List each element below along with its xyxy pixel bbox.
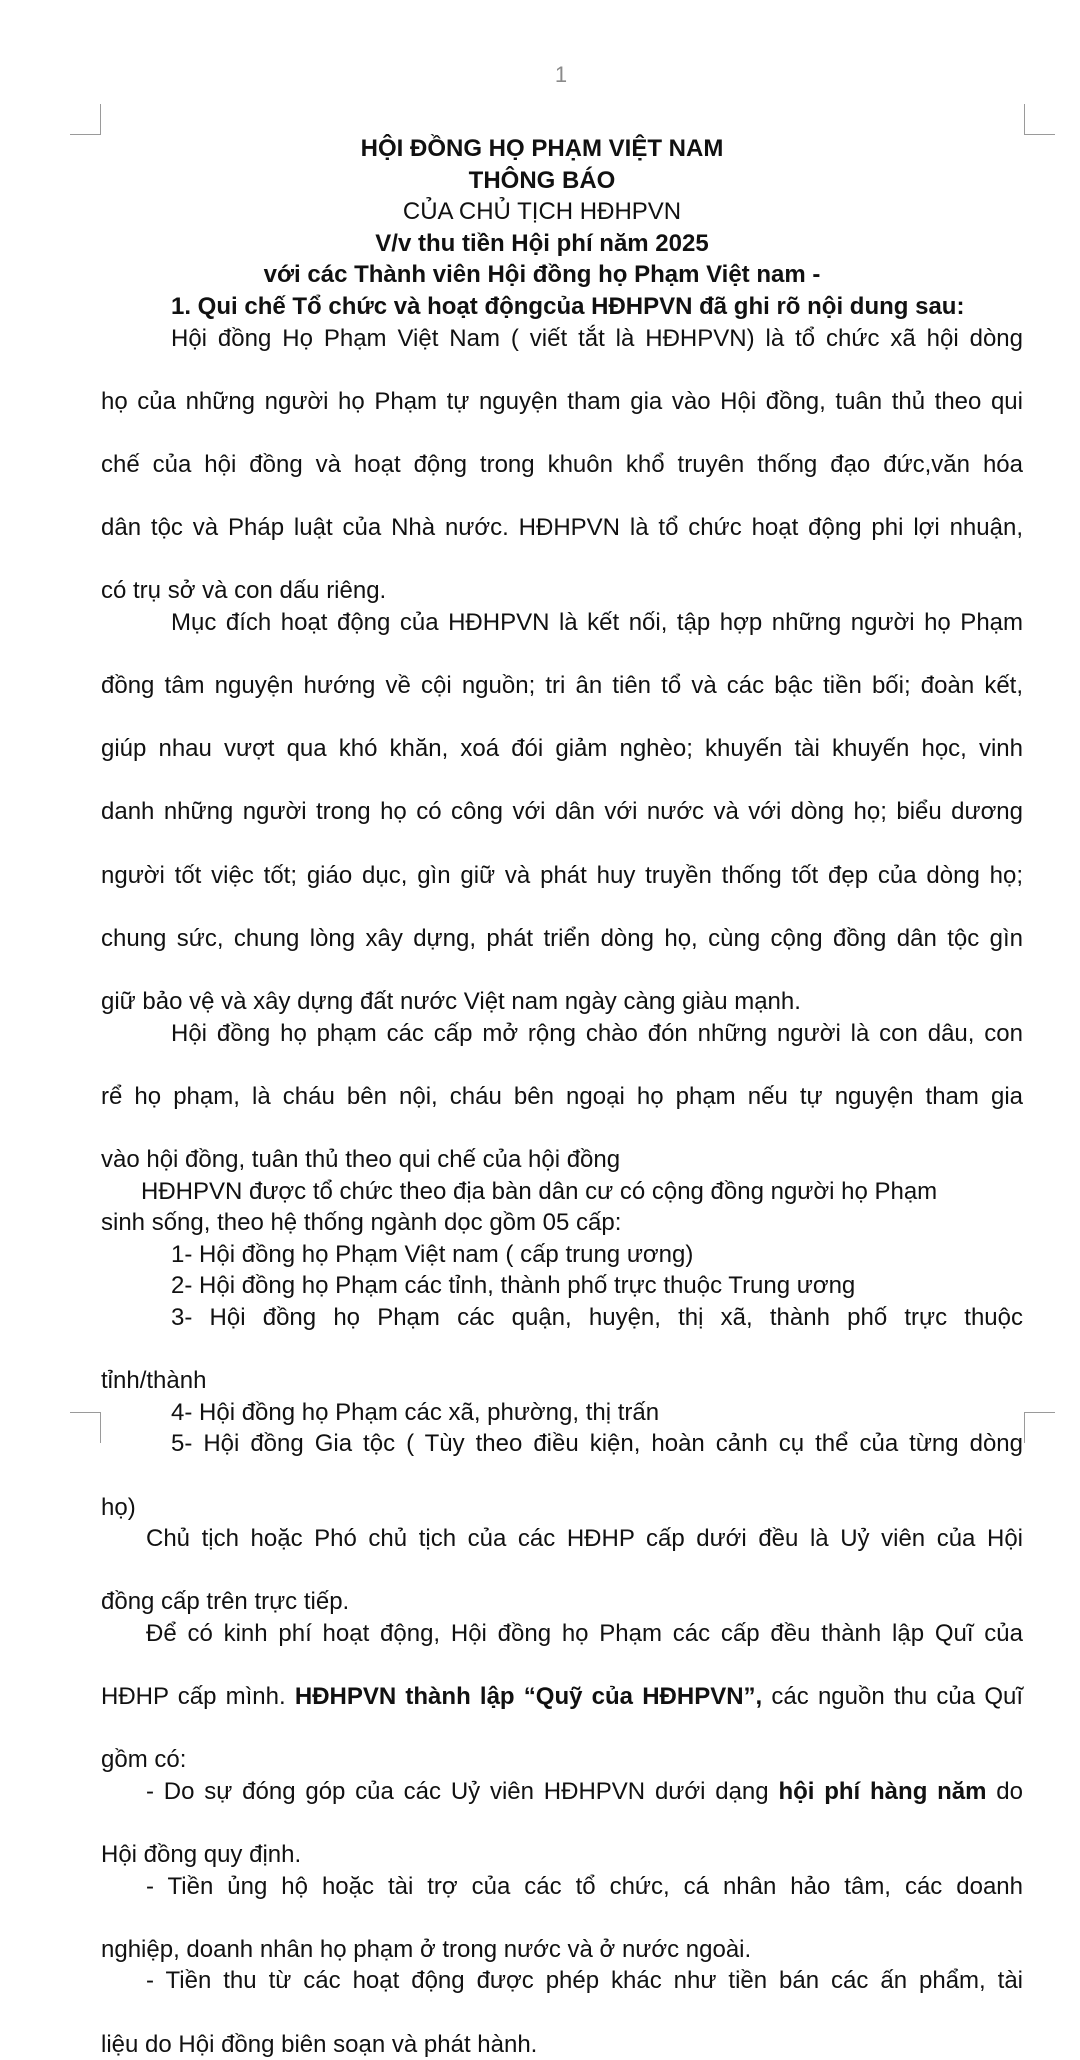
list-item: 2- Hội đồng họ Phạm các tỉnh, thành phố trực thuộc Trung ương [171,1272,856,1300]
text-run-bold: hội phí hàng năm [778,1777,987,1805]
list-item: 3- Hội đồng họ Phạm các quận, huyện, thị xã, thành phố trực thuộc [171,1303,1023,1331]
paragraph-line: Hội đồng Họ Phạm Việt Nam ( viết tắt là HĐHPVN) là tổ chức xã hội dòng [171,324,1023,352]
paragraph-line: Mục đích hoạt động của HĐHPVN là kết nối, tập hợp những người họ Phạm [171,608,1023,636]
crop-mark-bottom-left [70,1412,101,1443]
text-run: - Do sự đóng góp của các Uỷ viên HĐHPVN dưới dạng [146,1777,779,1805]
text-run: HĐHP cấp mình. [101,1683,295,1711]
page-number: 1 [554,62,568,87]
document-body [101,133,1023,2060]
paragraph-line: HĐHPVN được tổ chức theo địa bàn dân cư có cộng đồng người họ Phạm [141,1177,938,1205]
paragraph-line: dân tộc và Pháp luật của Nhà nước. HĐHPVN là tổ chức hoạt động phi lợi nhuận, [101,514,1023,542]
paragraph-organization [101,1176,1023,1239]
paragraph-line: Chủ tịch hoặc Phó chủ tịch của các HĐHP cấp dưới đều là Uỷ viên của Hội [146,1525,1023,1553]
header-org: HỘI ĐỒNG HỌ PHẠM VIỆT NAM [360,135,724,162]
paragraph-line: nghiệp, doanh nhân họ phạm ở trong nước và ở nước ngoài. [101,1935,752,1963]
section-heading: 1. Qui chế Tổ chức và hoạt độngcủa HĐHPVN đã ghi rõ nội dung sau: [171,292,965,320]
paragraph-line: giúp nhau vượt qua khó khăn, xoá đói giảm nghèo; khuyến tài khuyến học, vinh [101,735,1023,763]
list-item-continuation: tỉnh/thành [101,1367,207,1395]
list-item: 1- Hội đồng họ Phạm Việt nam ( cấp trung ương) [171,1240,694,1268]
list-item-continuation: họ) [101,1493,136,1521]
paragraph-line [101,1681,1023,1744]
paragraph-line: đồng cấp trên trực tiếp. [101,1588,350,1616]
paragraph-line: danh những người trong họ có công với dân với nước và với dòng họ; biểu dương [101,798,1023,826]
paragraph-line: Để có kinh phí hoạt động, Hội đồng họ Phạm các cấp đều thành lập Quĩ của [146,1619,1023,1647]
paragraph-line: - Tiền ủng hộ hoặc tài trợ của các tổ chức, cá nhân hảo tâm, các doanh [146,1872,1023,1900]
header-doc-type: THÔNG BÁO [468,166,616,194]
paragraph-line: Hội đồng quy định. [101,1841,302,1869]
fund-source-other [101,1965,1023,2060]
list-item: 4- Hội đồng họ Phạm các xã, phường, thị trấn [171,1398,660,1426]
text-run-bold: HĐHPVN thành lập “Quỹ của HĐHPVN”, [294,1683,763,1711]
text-run: các nguồn thu của Quĩ [762,1683,1024,1711]
text-run: do [986,1777,1023,1805]
paragraph-fund [101,1618,1023,1776]
fund-source-donations [101,1871,1023,1966]
paragraph-line [101,1776,1023,1839]
paragraph-definition [101,323,1023,607]
header-audience: với các Thành viên Hội đồng họ Phạm Việt nam - [263,261,821,289]
paragraph-membership [101,1018,1023,1176]
crop-mark-top-right [1024,104,1055,135]
paragraph-line: - Tiền thu từ các hoạt động được phép khác như tiền bán các ấn phẩm, tài [146,1967,1023,1995]
fund-source-membership-fee [101,1776,1023,1871]
paragraph-line: chế của hội đồng và hoạt động trong khuôn khổ truyên thống đạo đức,văn hóa [101,450,1023,478]
list-item: 5- Hội đồng Gia tộc ( Tùy theo điều kiện, hoàn cảnh cụ thể của từng dòng [171,1430,1023,1458]
paragraph-line: họ của những người họ Phạm tự nguyện tham gia vào Hội đồng, tuân thủ theo qui [101,387,1023,415]
header-issuer: CỦA CHỦ TỊCH HĐHPVN [402,198,682,226]
paragraph-chairman [101,1523,1023,1618]
paragraph-line: rể họ phạm, là cháu bên nội, cháu bên ngoại họ phạm nếu tự nguyện tham gia [101,1082,1023,1110]
paragraph-purpose [101,607,1023,1018]
paragraph-line: gồm có: [101,1746,187,1774]
header-subject: V/v thu tiền Hội phí năm 2025 [375,229,709,257]
crop-mark-top-left [70,104,101,135]
paragraph-line: đồng tâm nguyện hướng về cội nguồn; tri ân tiên tổ và các bậc tiền bối; đoàn kết, [101,672,1023,700]
paragraph-line: giữ bảo vệ và xây dựng đất nước Việt nam ngày càng giàu mạnh. [101,988,801,1016]
paragraph-line: liệu do Hội đồng biên soạn và phát hành. [101,2030,538,2058]
paragraph-line: chung sức, chung lòng xây dựng, phát triển dòng họ, cùng cộng đồng dân tộc gìn [101,924,1023,952]
paragraph-line: có trụ sở và con dấu riêng. [101,577,387,605]
paragraph-line: vào hội đồng, tuân thủ theo qui chế của hội đồng [101,1146,621,1173]
levels-list [101,1239,1023,1523]
paragraph-line: người tốt việc tốt; giáo dục, gìn giữ và phát huy truyền thống tốt đẹp của dòng họ; [101,861,1023,889]
document-header [221,133,863,291]
crop-mark-bottom-right [1024,1412,1055,1443]
paragraph-line: sinh sống, theo hệ thống ngành dọc gồm 05 cấp: [101,1209,622,1237]
paragraph-line: Hội đồng họ phạm các cấp mở rộng chào đón những người là con dâu, con [171,1019,1023,1047]
